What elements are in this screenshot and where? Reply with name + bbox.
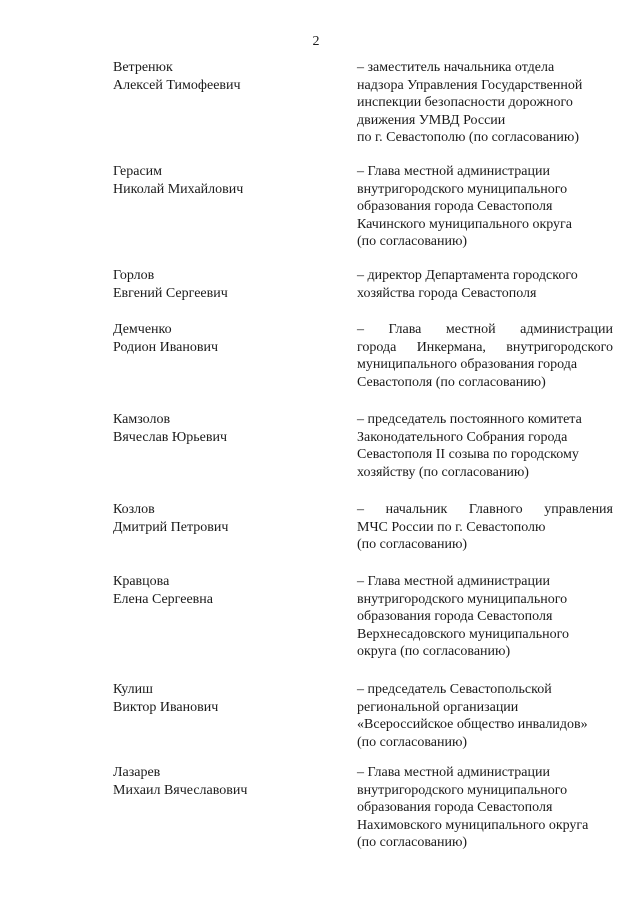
member-surname: Камзолов [113,412,171,427]
role-line: – Глава местной администрации [357,164,550,179]
member-given-names: Вячеслав Юрьевич [113,429,228,445]
role-line: Верхнесадовского муниципального [357,626,569,642]
member-given-names: Елена Сергеевна [113,591,213,607]
role-line: Севастополя (по согласованию) [357,374,546,390]
member-role [357,321,613,391]
role-line: по г. Севастополю (по согласованию) [357,130,579,145]
member-surname: Кравцова [113,574,170,589]
member-given-names: Михаил Вячеславович [113,782,248,798]
role-line: – председатель постоянного комитета [357,412,582,427]
role-line: Севастополя II созыва по городскому [357,447,579,462]
member-role [357,267,613,302]
member-name [113,573,333,608]
role-line: (по согласованию) [357,537,468,552]
role-line: образования города Севастополя [357,199,553,214]
member-name [113,267,333,302]
member-surname: Демченко [113,322,172,337]
member-given-names: Родион Иванович [113,339,219,355]
member-name [113,764,333,799]
role-line: образования города Севастополя [357,800,553,815]
role-line: инспекции безопасности дорожного [357,95,573,110]
member-role [357,59,613,147]
role-line: внутригородского муниципального [357,782,568,798]
role-line: МЧС России по г. Севастополю [357,519,546,535]
member-name [113,321,333,356]
member-given-names: Николай Михайлович [113,181,244,197]
role-line: (по согласованию) [357,234,468,249]
role-line: – Глава местной администрации [357,322,613,337]
member-given-names: Евгений Сергеевич [113,285,228,301]
member-surname: Герасим [113,164,163,179]
role-line: Законодательного Собрания города [357,429,568,445]
role-line: – заместитель начальника отдела [357,60,555,75]
role-line: (по согласованию) [357,734,468,750]
role-line: города Инкермана, внутригородского [357,339,613,355]
role-line: надзора Управления Государственной [357,77,583,93]
role-line: – начальник Главного управления [357,502,613,517]
member-surname: Кулиш [113,682,153,697]
role-line: – директор Департамента городского [357,268,578,283]
role-line: образования города Севастополя [357,609,553,624]
member-surname: Ветренюк [113,60,173,75]
member-name [113,411,333,446]
member-surname: Горлов [113,268,155,283]
member-name [113,501,333,536]
role-line: движения УМВД России [357,112,506,128]
member-given-names: Виктор Иванович [113,699,219,715]
role-line: – председатель Севастопольской [357,682,552,697]
role-line: округа (по согласованию) [357,644,511,659]
role-line: – Глава местной администрации [357,765,550,780]
member-name [113,59,333,94]
member-name [113,681,333,716]
member-role [357,681,613,751]
role-line: внутригородского муниципального [357,591,568,607]
member-role [357,764,613,852]
member-given-names: Алексей Тимофеевич [113,77,241,93]
member-role [357,411,613,481]
role-line: муниципального образования города [357,357,578,372]
role-line: внутригородского муниципального [357,181,568,197]
role-line: Качинского муниципального округа [357,216,573,232]
member-name [113,163,333,198]
role-line: хозяйству (по согласованию) [357,464,529,480]
member-role [357,501,613,554]
role-line: Нахимовского муниципального округа [357,817,589,833]
page-number: 2 [312,34,320,49]
role-line: «Всероссийское общество инвалидов» [357,717,588,732]
member-surname: Лазарев [113,765,161,780]
member-role [357,163,613,251]
member-role [357,573,613,661]
role-line: (по согласованию) [357,835,468,850]
role-line: – Глава местной администрации [357,574,550,589]
member-given-names: Дмитрий Петрович [113,519,229,535]
member-surname: Козлов [113,502,155,517]
role-line: хозяйства города Севастополя [357,285,537,301]
role-line: региональной организации [357,699,519,715]
